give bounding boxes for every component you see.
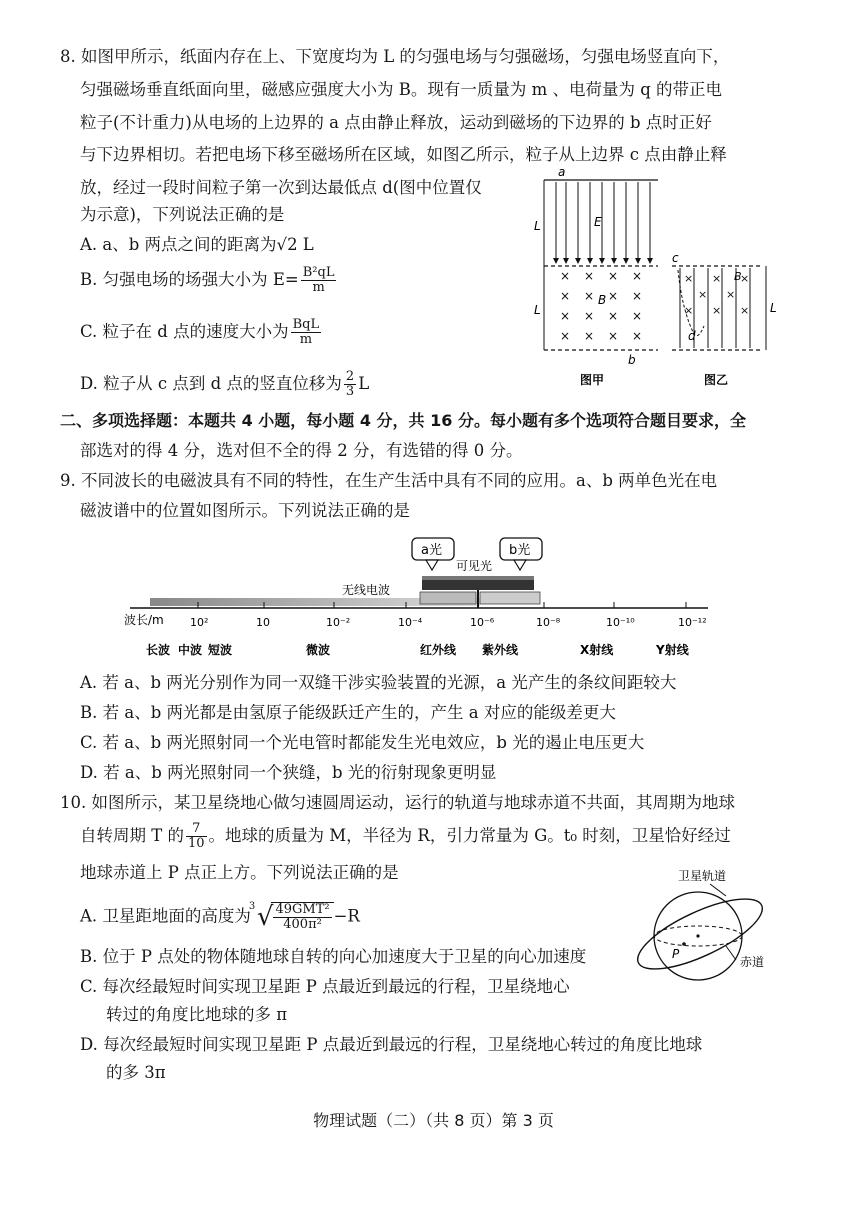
q8-option-b-fraction: $\frac{\text{B²qL}}{m}$ — [302, 265, 335, 295]
visible-light-label: 可见光 — [456, 559, 493, 573]
equator-label: 赤道 — [740, 955, 765, 969]
band-label: 紫外线 — [482, 643, 519, 657]
label-E: E — [594, 215, 602, 229]
label-B-yi: B — [734, 270, 742, 283]
svg-text:×: × — [560, 329, 571, 343]
axis-tick-label: 10² — [190, 616, 209, 629]
axis-tick-label: 10⁻⁸ — [536, 616, 561, 629]
section-2-heading-line-2: 部选对的得 4 分，选对但不全的得 2 分，有选错的得 0 分。 — [80, 441, 523, 460]
svg-text:×: × — [726, 288, 736, 301]
svg-text:×: × — [740, 304, 750, 317]
q8-option-b: B. 匀强电场的场强大小为 E= $\frac{\text{B²qL}}{m}$ — [80, 265, 335, 295]
band-label: 短波 — [208, 643, 233, 657]
svg-text:×: × — [632, 329, 643, 343]
band-label: 长波 — [146, 643, 171, 657]
q9-stem-line-1: 9. 不同波长的电磁波具有不同的特性，在生产生活中具有不同的应用。a、b 两单色光在电 — [60, 471, 718, 490]
svg-text:×: × — [608, 309, 619, 323]
q10-option-c-line-1: C. 每次经最短时间实现卫星距 P 点最近到最远的行程，卫星绕地心 — [80, 977, 570, 996]
axis-tick-label: 10⁻⁴ — [398, 616, 423, 629]
label-P: P — [672, 947, 680, 961]
q10-option-b: B. 位于 P 点处的物体随地球自转的向心加速度大于卫星的向心加速度 — [80, 947, 587, 966]
svg-text:×: × — [608, 329, 619, 343]
cube-root: 3 √ $\frac{\text{49GMT²}}{\text{400π²}}$ — [257, 902, 334, 932]
q9-option-b: B. 若 a、b 两光都是由氢原子能级跃迁产生的，产生 a 对应的能级差更大 — [80, 703, 616, 722]
q8-figure-yi — [668, 250, 788, 390]
q9-spectrum-figure — [120, 532, 720, 664]
axis-tick-label: 10⁻¹² — [678, 616, 707, 629]
svg-text:×: × — [584, 289, 595, 303]
svg-text:×: × — [712, 304, 722, 317]
svg-text:×: × — [608, 269, 619, 283]
label-L-bottom: L — [534, 303, 541, 317]
q8-option-d: D. 粒子从 c 点到 d 点的竖直位移为 $\frac{2}{3}$ L — [80, 369, 370, 399]
q10-stem-line-1: 10. 如图所示，某卫星绕地心做匀速圆周运动，运行的轨道与地球赤道不共面，其周期为地球 — [60, 793, 735, 812]
q8-stem-line-6: 为示意)，下列说法正确的是 — [80, 205, 285, 224]
label-B: B — [598, 293, 607, 307]
radio-wave-label: 无线电波 — [342, 583, 391, 597]
label-a: a — [558, 168, 566, 179]
q9-option-d: D. 若 a、b 两光照射同一个狭缝，b 光的衍射现象更明显 — [80, 763, 497, 782]
band-label: 中波 — [178, 643, 203, 657]
svg-text:×: × — [632, 309, 643, 323]
band-label: X射线 — [580, 643, 614, 657]
q8-stem-line-5: 放，经过一段时间粒子第一次到达最低点 d(图中位置仅 — [80, 178, 482, 197]
label-L-yi: L — [770, 301, 777, 315]
svg-text:×: × — [560, 289, 571, 303]
page-footer: 物理试题（二）（共 8 页）第 3 页 — [313, 1111, 554, 1130]
band-label: Y射线 — [656, 643, 689, 657]
label-d: d — [688, 329, 696, 343]
svg-text:×: × — [632, 269, 643, 283]
svg-text:×: × — [698, 288, 708, 301]
q10-stem-line-2: 自转周期 T 的 $\frac{7}{10}$ 。地球的质量为 M，半径为 R，引力常量为 G。t₀ 时刻，卫星恰好经过 — [80, 821, 731, 851]
q10-stem-line-3: 地球赤道上 P 点正上方。下列说法正确的是 — [80, 863, 399, 882]
q10-option-a: A. 卫星距地面的高度为 3 √ $\frac{\text{49GMT²}}{\text{400π²}}$ −R — [80, 901, 360, 932]
label-c: c — [672, 251, 679, 265]
axis-label: 波长/m — [124, 613, 164, 627]
q9-option-c: C. 若 a、b 两光照射同一个光电管时都能发生光电效应，b 光的遏止电压更大 — [80, 733, 645, 752]
q10-orbit-figure — [630, 866, 800, 986]
q10-option-d-line-2: 的多 3π — [106, 1063, 166, 1082]
q8-figure-jia — [528, 168, 668, 390]
q9-option-a: A. 若 a、b 两光分别作为同一双缝干涉实验装置的光源，a 光产生的条纹间距较大 — [80, 673, 677, 692]
svg-text:×: × — [560, 309, 571, 323]
q8-stem-line-2: 匀强磁场垂直纸面向里，磁感应强度大小为 B。现有一质量为 m 、电荷量为 q 的带正电 — [80, 80, 723, 99]
caption-yi: 图乙 — [704, 373, 729, 387]
q8-stem-line-4: 与下边界相切。若把电场下移至磁场所在区域，如图乙所示，粒子从上边界 c 点由静止释 — [80, 145, 727, 164]
b-light-label: b光 — [509, 543, 531, 558]
q8-option-a: A. a、b 两点之间的距离为√2 L — [80, 235, 314, 254]
svg-text:×: × — [608, 289, 619, 303]
axis-ticks — [190, 602, 707, 629]
label-L-top: L — [534, 219, 541, 233]
q8-stem-line-3: 粒子(不计重力)从电场的上边界的 a 点由静止释放，运动到磁场的下边界的 b 点时正好 — [80, 113, 712, 132]
svg-text:×: × — [584, 309, 595, 323]
band-labels — [146, 642, 690, 657]
svg-text:×: × — [632, 289, 643, 303]
point-P — [682, 942, 686, 946]
svg-text:×: × — [584, 269, 595, 283]
axis-tick-label: 10 — [256, 616, 270, 629]
a-light-label: a光 — [421, 543, 442, 558]
band-label: 微波 — [306, 643, 331, 657]
band-label: 红外线 — [420, 643, 457, 657]
q8-option-c: C. 粒子在 d 点的速度大小为 $\frac{\text{BqL}}{m}$ — [80, 317, 320, 347]
q8-option-c-fraction: $\frac{\text{BqL}}{m}$ — [292, 317, 320, 347]
q9-stem-line-2: 磁波谱中的位置如图所示。下列说法正确的是 — [80, 501, 410, 520]
svg-text:×: × — [684, 304, 694, 317]
caption-jia: 图甲 — [580, 373, 605, 387]
svg-text:×: × — [684, 272, 694, 285]
svg-text:×: × — [712, 272, 722, 285]
q8-option-d-fraction: $\frac{2}{3}$ — [345, 369, 355, 399]
axis-tick-label: 10⁻¹⁰ — [606, 616, 635, 629]
q10-option-d-line-1: D. 每次经最短时间实现卫星距 P 点最近到最远的行程，卫星绕地心转过的角度比地球 — [80, 1035, 703, 1054]
axis-tick-label: 10⁻⁶ — [470, 616, 495, 629]
satellite-orbit-label: 卫星轨道 — [678, 869, 727, 883]
label-b: b — [628, 353, 636, 367]
svg-text:×: × — [584, 329, 595, 343]
q10-period-fraction: $\frac{7}{10}$ — [188, 821, 205, 851]
svg-text:×: × — [560, 269, 571, 283]
svg-text:×: × — [740, 272, 750, 285]
q10-option-c-line-2: 转过的角度比地球的多 π — [106, 1005, 288, 1024]
axis-tick-label: 10⁻² — [326, 616, 351, 629]
q8-stem-line-1: 8. 如图甲所示，纸面内存在上、下宽度均为 L 的匀强电场与匀强磁场，匀强电场竖直向下， — [60, 47, 730, 66]
section-2-heading-line-1: 二、多项选择题：本题共 4 小题，每小题 4 分，共 16 分。每小题有多个选项符合题目要求，全 — [60, 411, 746, 430]
